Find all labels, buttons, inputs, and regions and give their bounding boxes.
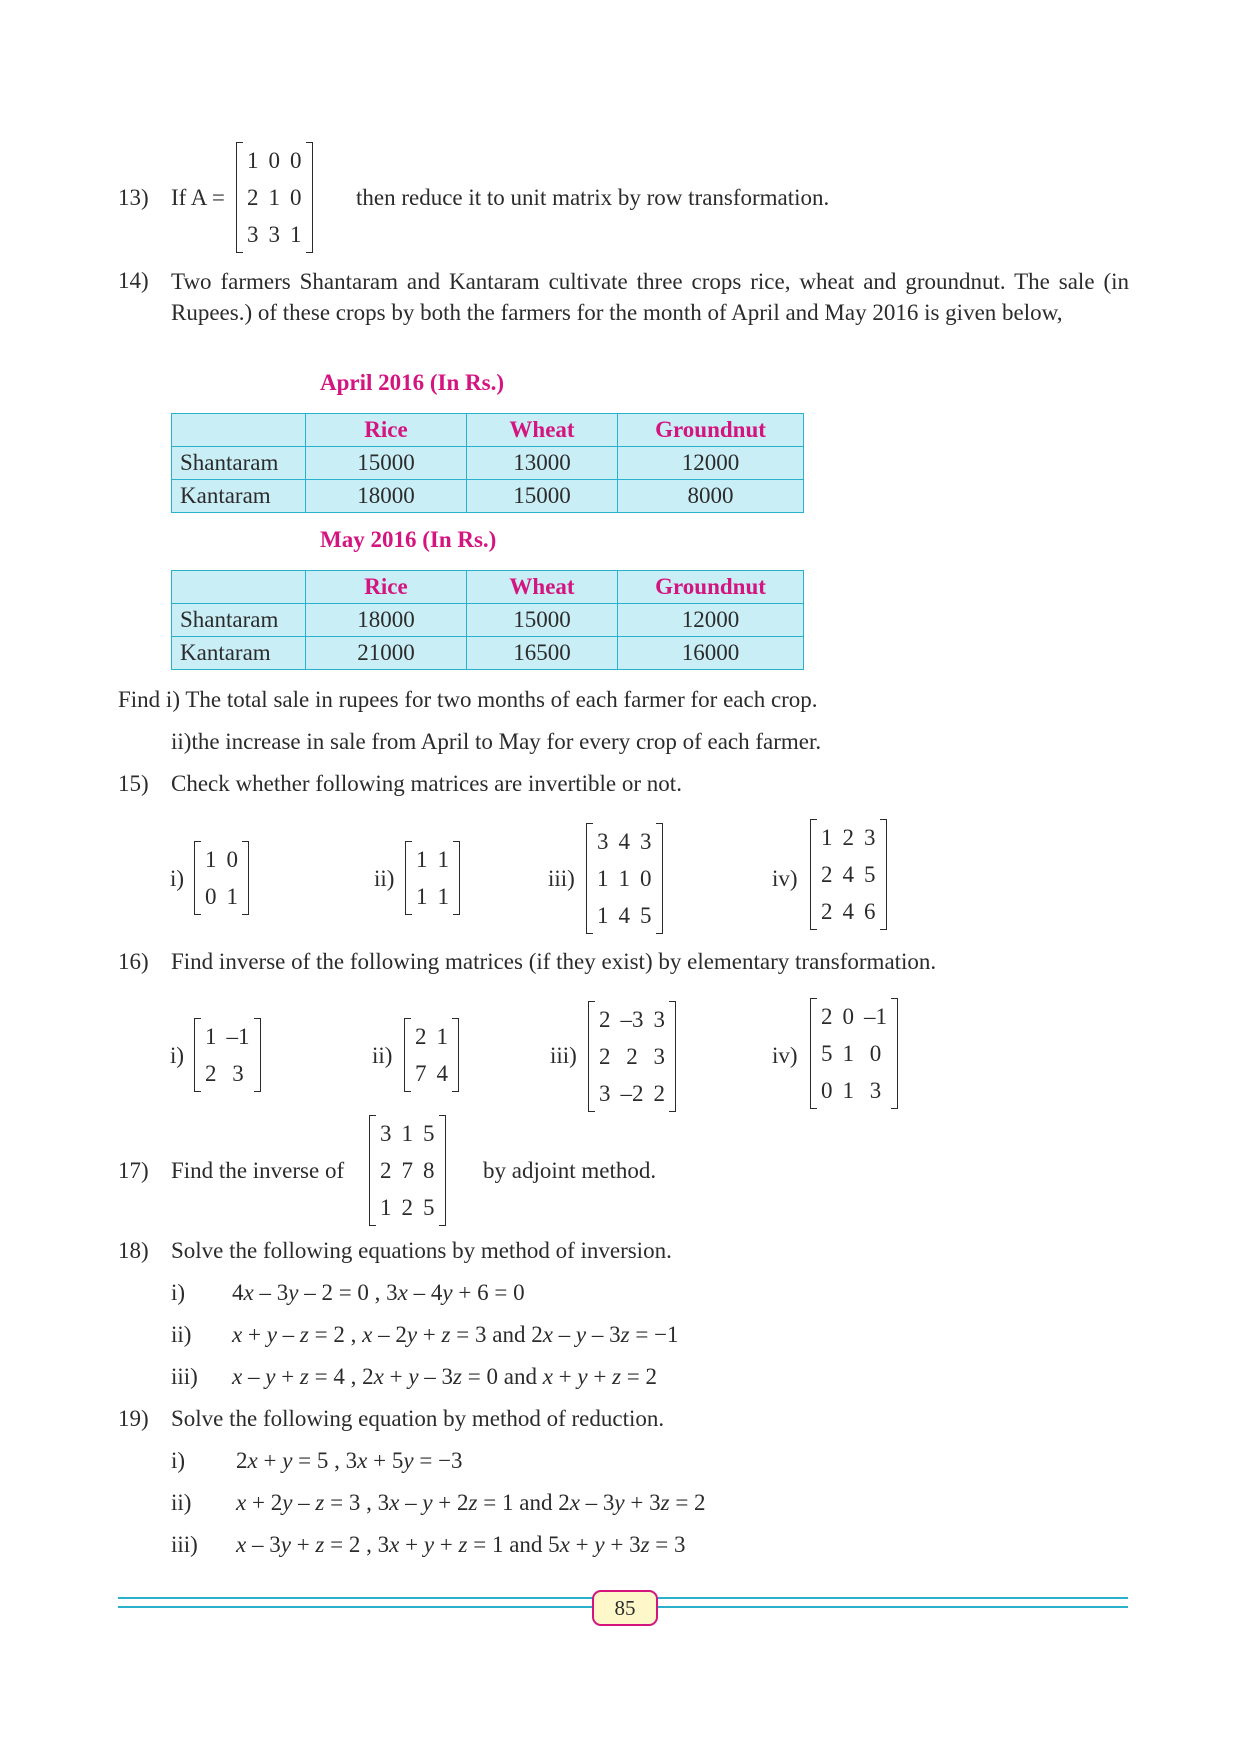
q17-number: 17) (118, 1158, 149, 1183)
matrix-row (200, 1055, 255, 1092)
matrix-entry: 3 (597, 828, 609, 854)
q16-label-iv: iv) (772, 1043, 798, 1068)
q18-label-i: i) (171, 1280, 186, 1305)
matrix-row (242, 142, 307, 179)
right-bracket (439, 1115, 446, 1226)
matrix-entry: 3 (380, 1120, 392, 1146)
matrix-entry: 2 (821, 898, 833, 924)
page-number: 85 (592, 1590, 658, 1626)
q18-equation-i: 4x – 3y – 2 = 0 , 3x – 4y + 6 = 0 (232, 1280, 525, 1305)
matrix-row (375, 1152, 440, 1189)
matrix-entry: 2 (247, 184, 259, 210)
q18-label-ii: ii) (171, 1322, 192, 1347)
matrix-entry: 3 (869, 1077, 882, 1103)
matrix-entry: –2 (620, 1080, 644, 1106)
q19-label-iii: iii) (171, 1532, 198, 1557)
q16-matrix-iv (810, 998, 898, 1109)
matrix-row (375, 1189, 440, 1226)
cell-wheat: 15000 (467, 604, 618, 637)
matrix-entry: 6 (864, 898, 876, 924)
matrix-row (410, 1055, 453, 1092)
matrix-entry: 1 (380, 1194, 392, 1220)
matrix-row (592, 897, 657, 934)
matrix-entry: 5 (864, 861, 876, 887)
q18-equation-iii: x – y + z = 4 , 2x + y – 3z = 0 and x + y + z = 2 (232, 1364, 658, 1389)
matrix-row (594, 1001, 670, 1038)
matrix-entry: 2 (599, 1006, 611, 1032)
table-row (172, 604, 804, 637)
matrix-row (816, 1035, 892, 1072)
q16-matrix-iii (588, 1001, 676, 1112)
table-header-rice: Rice (306, 414, 467, 447)
q16-number: 16) (118, 949, 149, 974)
matrix-entry: 3 (864, 824, 876, 850)
matrix-entry: 1 (205, 1023, 217, 1049)
cell-wheat: 15000 (467, 480, 618, 513)
matrix-entry: 0 (869, 1040, 882, 1066)
q13-matrix (236, 142, 313, 253)
q18-label-iii: iii) (171, 1364, 198, 1389)
row-farmer: Shantaram (172, 604, 306, 637)
q15-matrix-iii (586, 823, 663, 934)
left-bracket (810, 998, 817, 1109)
cell-wheat: 16500 (467, 637, 618, 670)
matrix-entry: 4 (618, 902, 630, 928)
cell-rice: 15000 (306, 447, 467, 480)
q13-suffix: then reduce it to unit matrix by row transformation. (356, 185, 830, 210)
left-bracket (586, 823, 593, 934)
q19-label-i: i) (171, 1448, 186, 1473)
matrix-row (200, 1018, 255, 1055)
q17-matrix (369, 1115, 446, 1226)
q15-matrix-i (194, 841, 249, 915)
left-bracket (810, 819, 817, 930)
q19-label-ii: ii) (171, 1490, 192, 1515)
matrix-row (242, 179, 307, 216)
matrix-entry: 4 (842, 898, 854, 924)
matrix-entry: 0 (290, 147, 302, 173)
matrix-entry: 5 (821, 1040, 833, 1066)
matrix-entry: 2 (626, 1043, 638, 1069)
q14-text: Two farmers Shantaram and Kantaram cultivate three crops rice, wheat and groundnut. The sale (in Rupees.) of these crops by both the farmers for the month of April and May 2016 is given below, (171, 269, 1129, 325)
q15-label-iii: iii) (548, 866, 575, 891)
right-bracket (452, 1018, 459, 1092)
cell-rice: 18000 (306, 604, 467, 637)
matrix-entry: 1 (290, 221, 302, 247)
matrix-entry: 2 (821, 861, 833, 887)
table-header-rice: Rice (306, 571, 467, 604)
matrix-row (594, 1038, 670, 1075)
matrix-entry: 3 (599, 1080, 611, 1106)
q16-label-iii: iii) (550, 1043, 577, 1068)
right-bracket (254, 1018, 261, 1092)
matrix-entry: 2 (821, 1003, 833, 1029)
matrix-entry: 1 (597, 902, 609, 928)
right-bracket (242, 841, 249, 915)
matrix-entry: 0 (842, 1003, 854, 1029)
matrix-entry: 0 (226, 846, 238, 872)
may-sale-table (171, 570, 804, 670)
q19-equation-i: 2x + y = 5 , 3x + 5y = −3 (236, 1448, 463, 1473)
right-bracket (891, 998, 898, 1109)
matrix-entry: –3 (620, 1006, 644, 1032)
table-header-blank (172, 571, 306, 604)
matrix-entry: 7 (401, 1157, 413, 1183)
matrix-entry: 3 (247, 221, 259, 247)
april-table-caption: April 2016 (In Rs.) (320, 370, 505, 395)
right-bracket (669, 1001, 676, 1112)
matrix-entry: 5 (423, 1120, 435, 1146)
q15-matrix-iv (810, 819, 887, 930)
matrix-entry: 0 (821, 1077, 833, 1103)
q14-find-increase: ii)the increase in sale from April to May for every crop of each farmer. (171, 729, 822, 754)
matrix-row (816, 893, 881, 930)
matrix-entry: 1 (205, 846, 217, 872)
q16-text: Find inverse of the following matrices (if they exist) by elementary transformation. (171, 949, 937, 974)
matrix-row (200, 841, 243, 878)
matrix-entry: 1 (401, 1120, 413, 1146)
matrix-entry: 1 (416, 846, 428, 872)
q19-equation-ii: x + 2y – z = 3 , 3x – y + 2z = 1 and 2x – 3y + 3z = 2 (236, 1490, 706, 1515)
matrix-entry: 1 (437, 883, 449, 909)
matrix-entry: 1 (226, 883, 238, 909)
table-header-groundnut: Groundnut (618, 414, 804, 447)
left-bracket (236, 142, 243, 253)
cell-wheat: 13000 (467, 447, 618, 480)
matrix-entry: –1 (226, 1023, 250, 1049)
right-bracket (880, 819, 887, 930)
april-sale-table (171, 413, 804, 513)
matrix-row (411, 878, 454, 915)
right-bracket (306, 142, 313, 253)
matrix-entry: –1 (864, 1003, 887, 1029)
left-bracket (404, 1018, 411, 1092)
row-farmer: Kantaram (172, 480, 306, 513)
matrix-entry: 2 (205, 1060, 217, 1086)
q13-prefix: If A = (171, 185, 225, 210)
matrix-entry: 3 (268, 221, 280, 247)
right-bracket (656, 823, 663, 934)
table-row (172, 637, 804, 670)
matrix-entry: 0 (290, 184, 302, 210)
matrix-row (594, 1075, 670, 1112)
matrix-entry: 3 (653, 1006, 665, 1032)
matrix-entry: 2 (599, 1043, 611, 1069)
left-bracket (405, 841, 412, 915)
matrix-row (411, 841, 454, 878)
cell-rice: 18000 (306, 480, 467, 513)
matrix-row (375, 1115, 440, 1152)
q14-number: 14) (118, 268, 149, 293)
matrix-entry: 1 (436, 1023, 448, 1049)
matrix-row (816, 819, 881, 856)
matrix-entry: 3 (232, 1060, 244, 1086)
table-header-groundnut: Groundnut (618, 571, 804, 604)
matrix-entry: 1 (597, 865, 609, 891)
left-bracket (588, 1001, 595, 1112)
matrix-row (200, 878, 243, 915)
matrix-entry: 4 (436, 1060, 448, 1086)
q16-label-ii: ii) (372, 1043, 393, 1068)
matrix-entry: 5 (640, 902, 652, 928)
cell-groundnut: 12000 (618, 604, 804, 637)
matrix-row (816, 1072, 892, 1109)
matrix-entry: 4 (842, 861, 854, 887)
q14-find-total: Find i) The total sale in rupees for two months of each farmer for each crop. (118, 687, 818, 712)
q18-number: 18) (118, 1238, 149, 1263)
matrix-entry: 2 (842, 824, 854, 850)
matrix-row (816, 998, 892, 1035)
table-row (172, 480, 804, 513)
matrix-entry: 3 (640, 828, 652, 854)
matrix-entry: 5 (423, 1194, 435, 1220)
q16-matrix-ii (404, 1018, 459, 1092)
q16-label-i: i) (170, 1043, 185, 1068)
matrix-entry: 1 (437, 846, 449, 872)
left-bracket (369, 1115, 376, 1226)
matrix-entry: 1 (416, 883, 428, 909)
left-bracket (194, 841, 201, 915)
matrix-entry: 4 (618, 828, 630, 854)
row-farmer: Kantaram (172, 637, 306, 670)
matrix-entry: 1 (268, 184, 280, 210)
may-table-caption: May 2016 (In Rs.) (320, 527, 497, 552)
matrix-entry: 2 (415, 1023, 427, 1049)
matrix-entry: 0 (205, 883, 217, 909)
q15-matrix-ii (405, 841, 460, 915)
row-farmer: Shantaram (172, 447, 306, 480)
q13-number: 13) (118, 185, 149, 210)
q17-prefix: Find the inverse of (171, 1158, 345, 1183)
q18-text: Solve the following equations by method of inversion. (171, 1238, 672, 1263)
matrix-row (592, 860, 657, 897)
q19-text: Solve the following equation by method of reduction. (171, 1406, 665, 1431)
table-header-blank (172, 414, 306, 447)
matrix-entry: 1 (618, 865, 630, 891)
cell-groundnut: 12000 (618, 447, 804, 480)
matrix-row (410, 1018, 453, 1055)
right-bracket (453, 841, 460, 915)
q15-text: Check whether following matrices are invertible or not. (171, 771, 682, 796)
q19-equation-iii: x – 3y + z = 2 , 3x + y + z = 1 and 5x + y + 3z = 3 (236, 1532, 686, 1557)
matrix-entry: 0 (640, 865, 652, 891)
cell-groundnut: 8000 (618, 480, 804, 513)
table-row (172, 447, 804, 480)
q17-suffix: by adjoint method. (483, 1158, 657, 1183)
matrix-row (592, 823, 657, 860)
matrix-entry: 2 (653, 1080, 665, 1106)
matrix-entry: 0 (268, 147, 280, 173)
matrix-entry: 8 (423, 1157, 435, 1183)
table-header-wheat: Wheat (467, 414, 618, 447)
q18-equation-ii: x + y – z = 2 , x – 2y + z = 3 and 2x – y – 3z = −1 (232, 1322, 679, 1347)
matrix-row (242, 216, 307, 253)
q15-label-iv: iv) (772, 866, 798, 891)
q15-number: 15) (118, 771, 149, 796)
q15-label-i: i) (170, 866, 185, 891)
matrix-entry: 1 (842, 1077, 854, 1103)
q15-label-ii: ii) (374, 866, 395, 891)
q19-number: 19) (118, 1406, 149, 1431)
matrix-entry: 2 (401, 1194, 413, 1220)
matrix-entry: 1 (821, 824, 833, 850)
q16-matrix-i (194, 1018, 261, 1092)
matrix-entry: 7 (415, 1060, 427, 1086)
cell-groundnut: 16000 (618, 637, 804, 670)
cell-rice: 21000 (306, 637, 467, 670)
matrix-entry: 1 (842, 1040, 854, 1066)
table-header-wheat: Wheat (467, 571, 618, 604)
matrix-entry: 2 (380, 1157, 392, 1183)
matrix-row (816, 856, 881, 893)
matrix-entry: 1 (247, 147, 259, 173)
matrix-entry: 3 (653, 1043, 665, 1069)
left-bracket (194, 1018, 201, 1092)
